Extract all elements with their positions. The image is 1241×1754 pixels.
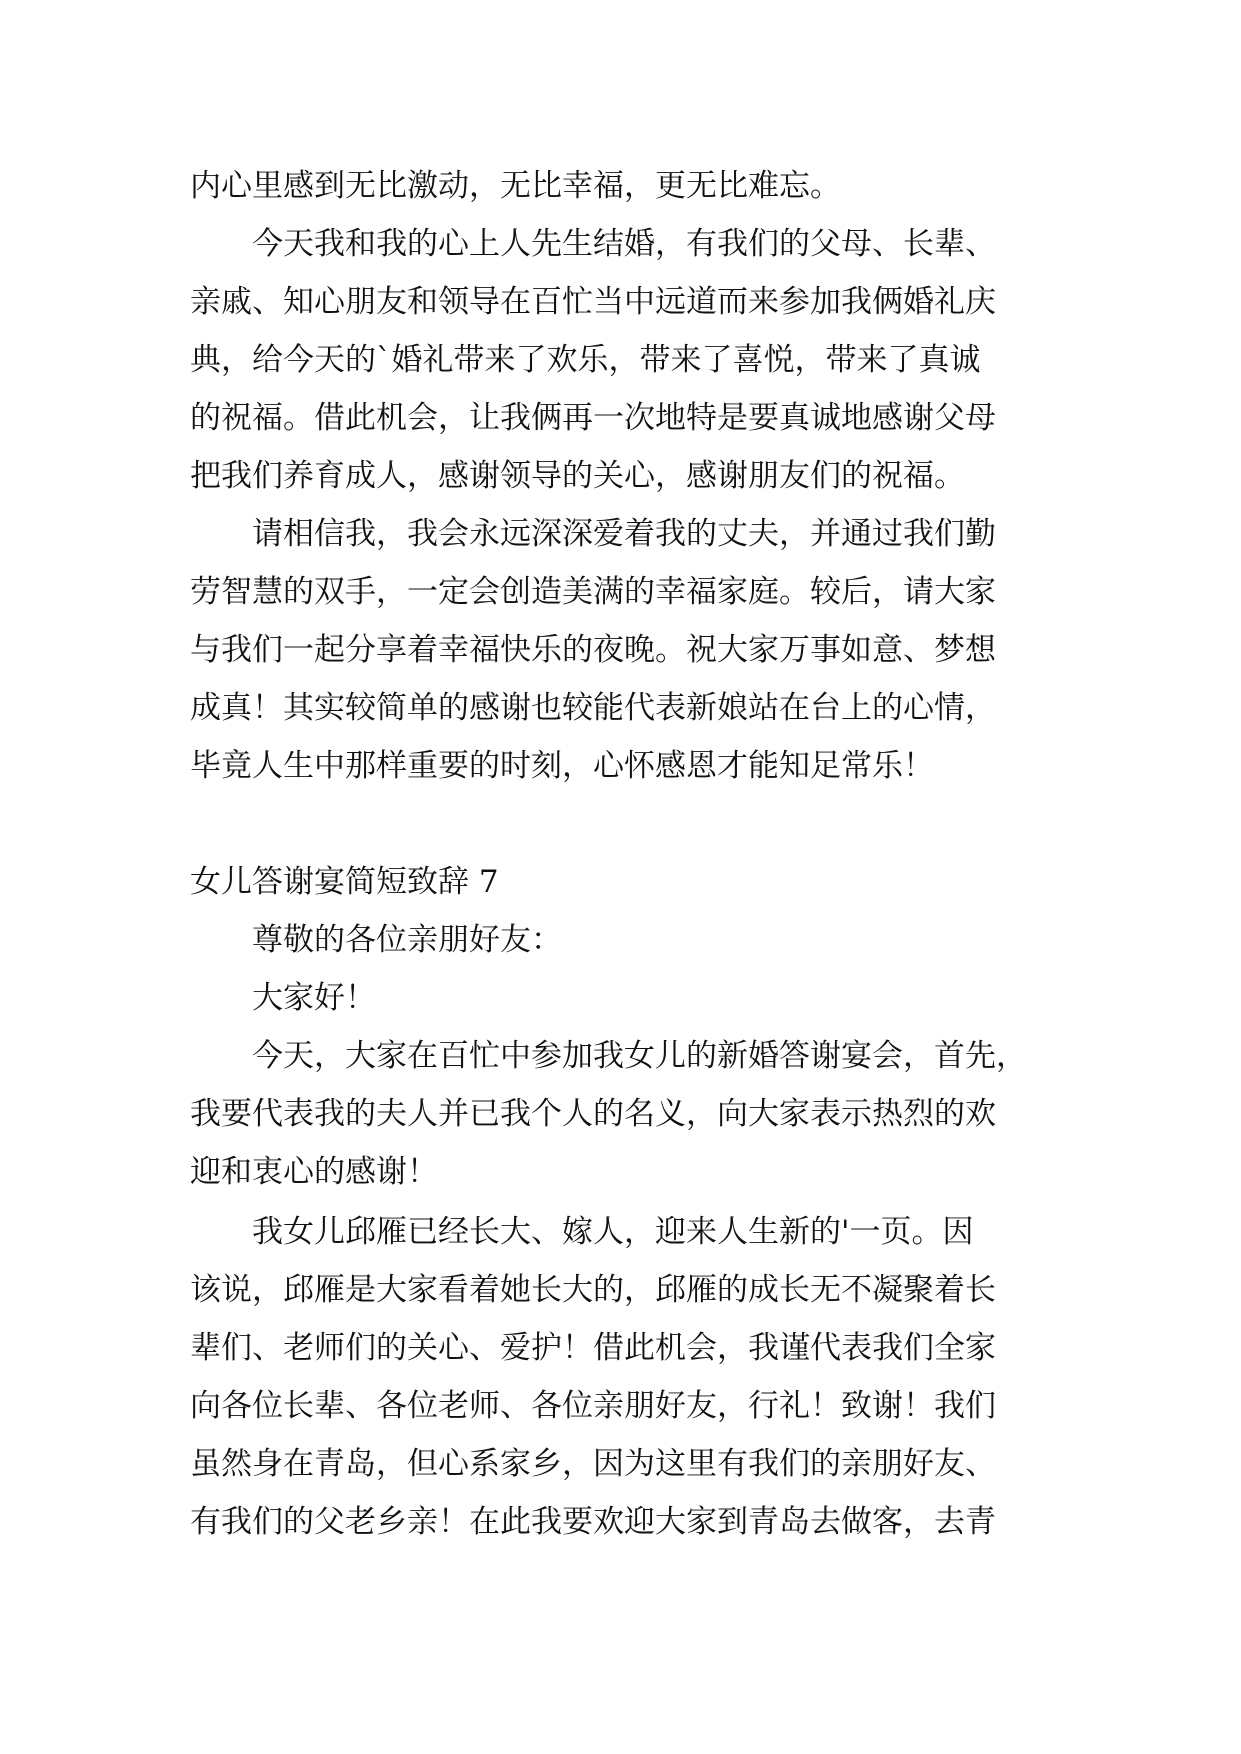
text-line: 劳智慧的双手，一定会创造美满的幸福家庭。较后，请大家 [190, 574, 996, 610]
text-line: 典，给今天的`婚礼带来了欢乐，带来了喜悦，带来了真诚 [190, 342, 981, 378]
text-line: 向各位长辈、各位老师、各位亲朋好友，行礼！致谢！我们 [190, 1388, 996, 1424]
text-line: 请相信我，我会永远深深爱着我的丈夫，并通过我们勤 [252, 516, 996, 552]
text-line: 成真！其实较简单的感谢也较能代表新娘站在台上的心情， [190, 690, 996, 726]
text-line: 与我们一起分享着幸福快乐的夜晚。祝大家万事如意、梦想 [190, 632, 996, 668]
text-line: 有我们的父老乡亲！在此我要欢迎大家到青岛去做客，去青 [190, 1504, 996, 1540]
text-line: 把我们养育成人，感谢领导的关心，感谢朋友们的祝福。 [190, 458, 965, 494]
salutation: 尊敬的各位亲朋好友： [252, 922, 562, 958]
text-line: 该说，邱雁是大家看着她长大的，邱雁的成长无不凝聚着长 [190, 1272, 996, 1308]
text-line: 亲戚、知心朋友和领导在百忙当中远道而来参加我俩婚礼庆 [190, 284, 996, 320]
text-line: 虽然身在青岛，但心系家乡，因为这里有我们的亲朋好友、 [190, 1446, 996, 1482]
text-line: 我要代表我的夫人并已我个人的名义，向大家表示热烈的欢 [190, 1096, 996, 1132]
text-line: 我女儿邱雁已经长大、嫁人，迎来人生新的'一页。因 [252, 1214, 974, 1250]
text-line: 今天我和我的心上人先生结婚，有我们的父母、长辈、 [252, 226, 996, 262]
text-line: 毕竟人生中那样重要的时刻，心怀感恩才能知足常乐！ [190, 748, 934, 784]
text-line: 辈们、老师们的关心、爱护！借此机会，我谨代表我们全家 [190, 1330, 996, 1366]
text-line: 内心里感到无比激动，无比幸福，更无比难忘。 [190, 168, 841, 204]
text-line: 的祝福。借此机会，让我俩再一次地特是要真诚地感谢父母 [190, 400, 996, 436]
text-line: 迎和衷心的感谢！ [190, 1154, 438, 1190]
text-line: 今天，大家在百忙中参加我女儿的新婚答谢宴会，首先， [252, 1038, 1027, 1074]
greeting: 大家好！ [252, 980, 376, 1016]
section-heading: 女儿答谢宴简短致辞 7 [190, 864, 499, 900]
